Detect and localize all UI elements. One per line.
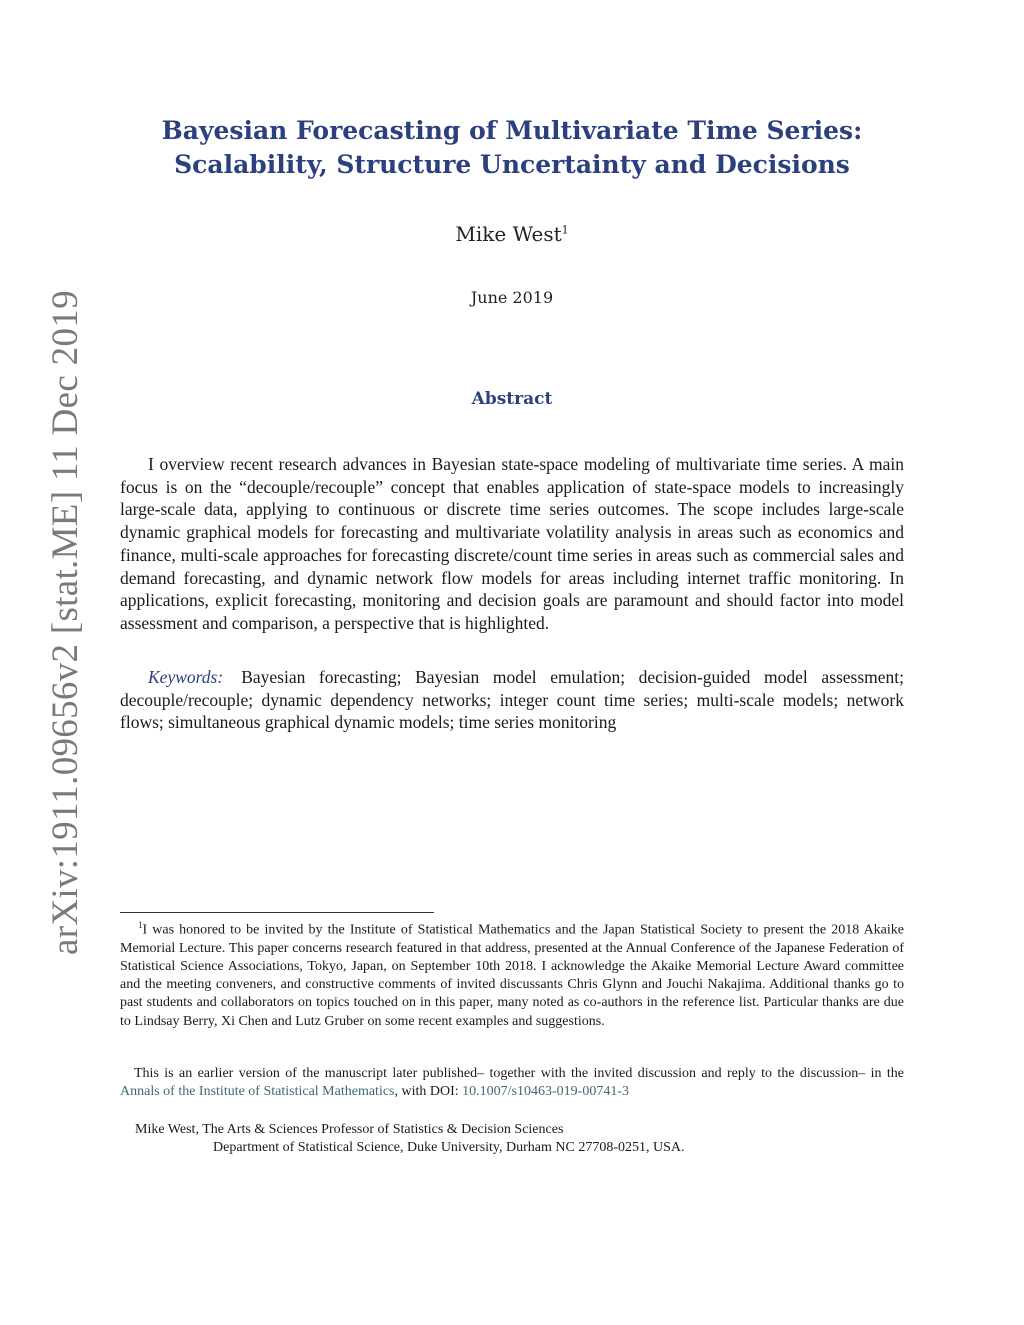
keywords-paragraph bbox=[120, 666, 904, 734]
publication-note-text-before: This is an earlier version of the manuscript later published– together with the invited discussion and reply to the discussion– in the bbox=[134, 1066, 904, 1081]
paper-title bbox=[120, 114, 904, 182]
journal-link[interactable]: Annals of the Institute of Statistical Mathematics bbox=[120, 1084, 395, 1100]
footnote-text: I was honored to be invited by the Institute of Statistical Mathematics and the Japan Statistical Society to present the 2018 Akaike Memorial Lecture. This paper concerns research featured in that address, presented at the Annual Conference of the Japanese Federation of Statistical Science Associations, Tokyo, Japan, on September 10th 2018. I acknowledge the Akaike Memorial Lecture Award committee and the meeting conveners, and constructive comments of invited discussants Chris Glynn and Jouchi Nakajima. Additional thanks go to past students and collaborators on topics touched on in this paper, many noted as co-authors in the reference list. Particular thanks are due to Lindsay Berry, Xi Chen and Lutz Gruber on some recent examples and suggestions. bbox=[120, 922, 904, 1029]
footnote-mark: 1 bbox=[138, 920, 143, 930]
doi-link[interactable]: 10.1007/s10463-019-00741-3 bbox=[462, 1084, 629, 1100]
author-footnote-mark[interactable]: 1 bbox=[561, 223, 569, 237]
abstract-heading: Abstract bbox=[471, 389, 553, 409]
title-line-2: Scalability, Structure Uncertainty and Decisions bbox=[174, 150, 850, 179]
author bbox=[120, 222, 904, 246]
arxiv-identifier-stamp[interactable]: arXiv:1911.09656v2 [stat.ME] 11 Dec 2019 bbox=[45, 290, 86, 955]
keywords-label: Keywords: bbox=[148, 667, 224, 687]
publication-date: June 2019 bbox=[470, 288, 554, 307]
publication-note bbox=[120, 1065, 904, 1101]
publication-note-text-middle: , with DOI: bbox=[394, 1084, 463, 1100]
title-line-1: Bayesian Forecasting of Multivariate Time Series: bbox=[161, 116, 863, 145]
keywords-text: Bayesian forecasting; Bayesian model emulation; decision-guided model assessment; decouple/recouple; dynamic dependency networks; integer count time series; multi-scale models; network flows; simultaneous graphical dynamic models; time series monitoring bbox=[120, 667, 904, 733]
footnote-divider bbox=[120, 912, 434, 913]
affiliation-line-2: Department of Statistical Science, Duke University, Durham NC 27708-0251, USA. bbox=[213, 1140, 685, 1155]
author-name: Mike West bbox=[455, 222, 562, 246]
abstract-text: I overview recent research advances in Bayesian state-space modeling of multivariate time series. A main focus is on the “decouple/recouple” concept that enables application of state-space models to increasingly large-scale data, applying to continuous or discrete time series outcomes. The scope includes large-scale dynamic graphical models for forecasting and multivariate volatility analysis in areas such as economics and finance, multi-scale approaches for forecasting discrete/count time series in areas such as commercial sales and demand forecasting, and dynamic network flow models for areas including internet traffic monitoring. In applications, explicit forecasting, monitoring and decision goals are paramount and should factor into model assessment and comparison, a perspective that is highlighted. bbox=[120, 454, 904, 633]
affiliation-line-1: Mike West, The Arts & Sciences Professor of Statistics & Decision Sciences bbox=[135, 1122, 564, 1137]
footnote bbox=[120, 916, 904, 1031]
